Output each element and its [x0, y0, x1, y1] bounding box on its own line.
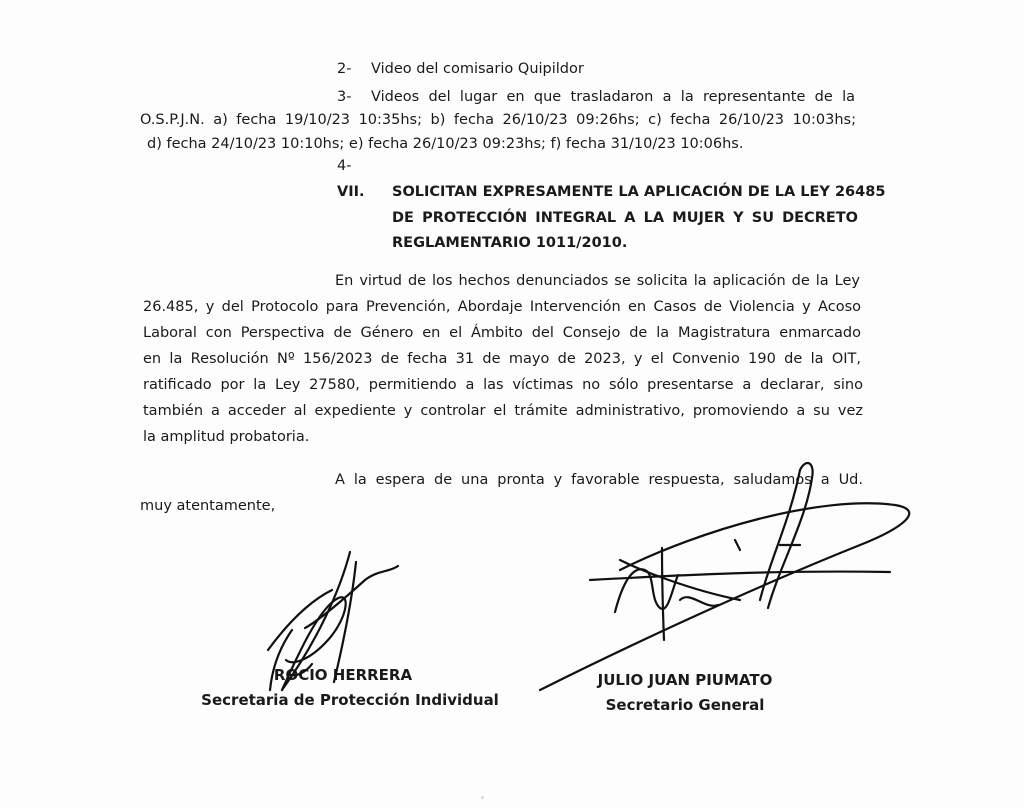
- section-heading-line1: SOLICITAN EXPRESAMENTE LA APLICACIÓN DE LA LEY 26485: [392, 184, 886, 200]
- paragraph-line: Laboral con Perspectiva de Género en el Ámbito del Consejo de la Magistratura enmarcado: [143, 325, 861, 341]
- list-number: 3-: [337, 89, 352, 105]
- section-heading-line2: DE PROTECCIÓN INTEGRAL A LA MUJER Y SU DECRETO: [392, 210, 858, 226]
- paragraph-line: la amplitud probatoria.: [143, 429, 310, 445]
- paragraph-line: ratificado por la Ley 27580, permitiendo a las víctimas no sólo presentarse a declarar, sino: [143, 377, 863, 393]
- closing-line1: A la espera de una pronta y favorable respuesta, saludamos a Ud.: [335, 472, 863, 488]
- signatory-2-title: Secretario General: [605, 696, 765, 714]
- section-roman-numeral: VII.: [337, 184, 365, 200]
- list-number: 2-: [337, 61, 352, 77]
- list-text: Videos del lugar en que trasladaron a la representante de la: [371, 89, 855, 105]
- closing-line2: muy atentamente,: [140, 498, 276, 514]
- signature-2-scribble: [540, 463, 909, 690]
- signatory-1-title: Secretaria de Protección Individual: [201, 691, 499, 709]
- list-text: Video del comisario Quipildor: [371, 61, 584, 77]
- paragraph-line: 26.485, y del Protocolo para Prevención, Abordaje Intervención en Casos de Violencia y Acoso: [143, 299, 861, 315]
- paragraph-line: también a acceder al expediente y controlar el trámite administrativo, promoviendo a su vez: [143, 403, 863, 419]
- list-item-3-line3: d) fecha 24/10/23 10:10hs; e) fecha 26/10/23 09:23hs; f) fecha 31/10/23 10:06hs.: [147, 136, 744, 152]
- list-number: 4-: [337, 158, 352, 174]
- paragraph-line: en la Resolución Nº 156/2023 de fecha 31 de mayo de 2023, y el Convenio 190 de la OIT,: [143, 351, 861, 367]
- section-heading-line3: REGLAMENTARIO 1011/2010.: [392, 235, 628, 251]
- signatory-1-name: ROCIO HERRERA: [273, 666, 413, 684]
- list-item-3-line2: O.S.P.J.N. a) fecha 19/10/23 10:35hs; b) fecha 26/10/23 09:26hs; c) fecha 26/10/23 10:03hs;: [140, 112, 856, 128]
- signature-1-scribble: [268, 552, 398, 690]
- scan-speck: [481, 796, 484, 799]
- paragraph-line: En virtud de los hechos denunciados se solicita la aplicación de la Ley: [335, 273, 860, 289]
- signatory-2-name: JULIO JUAN PIUMATO: [597, 671, 773, 689]
